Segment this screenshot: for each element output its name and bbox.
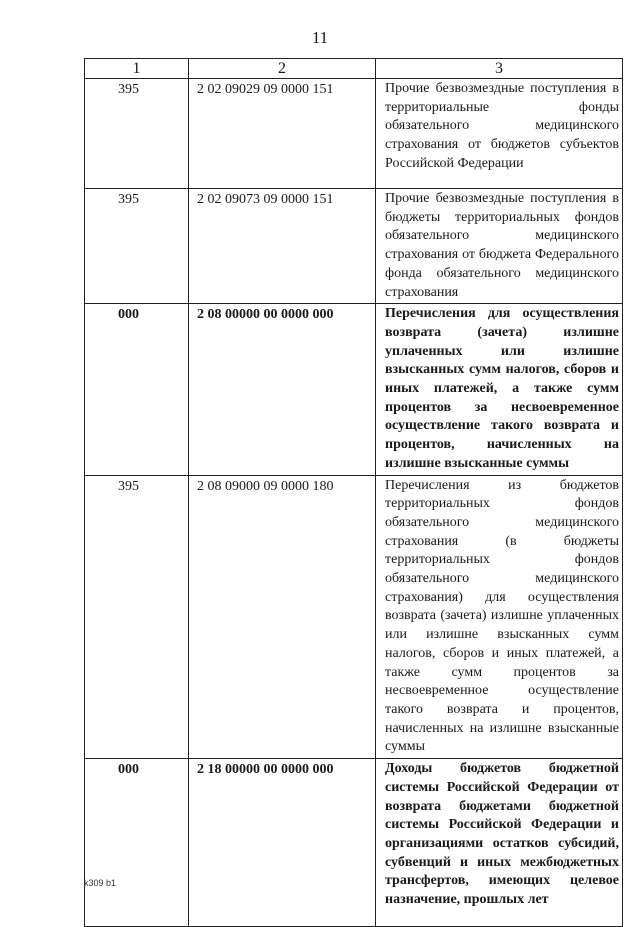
table-row (85, 304, 623, 475)
page-number: 11 (311, 28, 329, 47)
budget-codes-table (84, 58, 623, 927)
table-header-row (85, 59, 623, 79)
description-cell: Перечисления для осуществления возврата (зачета) излишне уплаченных или излишне взысканных сумм налогов, сборов и иных платежей, а также сумм процентов за несвоевременное осуществление такого возврата и процентов, начисленных на излишне взысканные суммы (376, 304, 623, 475)
column-header-1: 1 (85, 59, 189, 79)
description-cell: Прочие безвозмездные поступления в территориальные фонды обязательного медицинского страхования от бюджетов субъектов Российской Федерации (376, 79, 623, 189)
column-header-3: 3 (376, 59, 623, 79)
admin-code-cell: 395 (85, 189, 189, 304)
admin-code-cell: 395 (85, 79, 189, 189)
budget-code-cell: 2 18 00000 00 0000 000 (189, 759, 376, 927)
admin-code-cell: 000 (85, 304, 189, 475)
budget-code-cell: 2 08 00000 00 0000 000 (189, 304, 376, 475)
budget-code-cell: 2 08 09000 09 0000 180 (189, 475, 376, 759)
description-cell: Доходы бюджетов бюджетной системы Российской Федерации от возврата бюджетами бюджетной системы Российской Федерации и организациями остатков субсидий, субвенций и иных межбюджетных трансфертов, имеющих целевое назначение, прошлых лет (376, 759, 623, 927)
table-row (85, 759, 623, 927)
table-row (85, 189, 623, 304)
budget-code-cell: 2 02 09029 09 0000 151 (189, 79, 376, 189)
budget-code-cell: 2 02 09073 09 0000 151 (189, 189, 376, 304)
column-header-2: 2 (189, 59, 376, 79)
description-cell: Прочие безвозмездные поступления в бюджеты территориальных фондов обязательного медицинского страхования от бюджета Федерального фонда обязательного медицинского страхования (376, 189, 623, 304)
admin-code-cell: 000 (85, 759, 189, 927)
table-row (85, 475, 623, 759)
table-row (85, 79, 623, 189)
description-cell: Перечисления из бюджетов территориальных фондов обязательного медицинского страхования (в бюджеты территориальных фондов обязательного медицинского страхования) для осуществления возврата (зачета) излишне уплаченных или излишне взысканных сумм налогов, сборов и иных платежей, а также сумм процентов за несвоевременное осуществление такого возврата и процентов, начисленных на излишне взысканные суммы (376, 475, 623, 759)
footer-mark: k309 b1 (84, 878, 117, 888)
admin-code-cell: 395 (85, 475, 189, 759)
